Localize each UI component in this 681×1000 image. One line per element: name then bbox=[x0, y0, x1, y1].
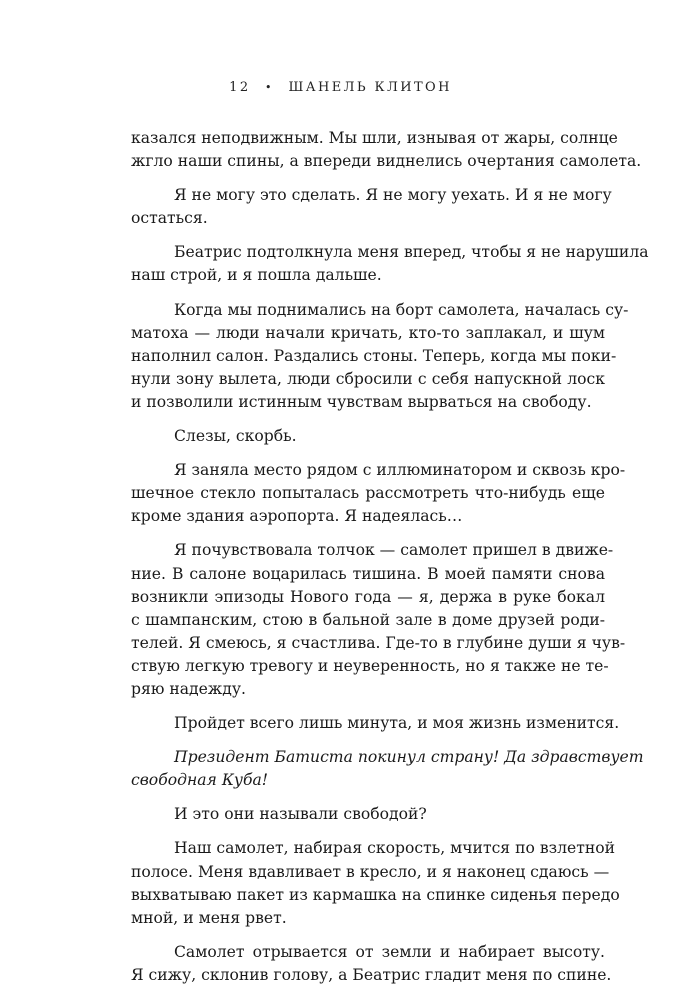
text-line: жгло наши спины, а впереди виднелись очертания самолета. bbox=[131, 152, 642, 171]
running-header bbox=[0, 80, 681, 95]
text-line: казался неподвижным. Мы шли, изнывая от жары, солнце bbox=[131, 129, 618, 147]
text-line: Я не могу это сделать. Я не могу уехать. И я не могу bbox=[174, 186, 612, 205]
text-line: И это они называли свободой? bbox=[174, 805, 427, 824]
text-line-italic: свободная Куба! bbox=[131, 771, 269, 790]
text-line: с шампанским, стою в бальной зале в доме друзей роди- bbox=[131, 610, 605, 629]
text-line: ряю надежду. bbox=[131, 679, 246, 698]
text-line: Я почувствовала толчок — самолет пришел в движе- bbox=[174, 541, 614, 560]
text-line: Наш самолет, набирая скорость, мчится по взлетной bbox=[174, 839, 616, 858]
text-line: полосе. Меня вдавливает в кресло, и я наконец сдаюсь — bbox=[131, 862, 610, 881]
text-line: наш строй, и я пошла дальше. bbox=[131, 266, 382, 285]
text-line: наполнил салон. Раздались стоны. Теперь, когда мы поки- bbox=[131, 346, 617, 365]
text-line: Пройдет всего лишь минута, и моя жизнь изменится. bbox=[174, 714, 620, 733]
text-line: выхватываю пакет из кармашка на спинке сиденья передо bbox=[131, 885, 620, 904]
body-text bbox=[131, 127, 649, 987]
text-line: Самолет отрывается от земли и набирает высоту. bbox=[174, 942, 605, 961]
author-name: ШАНЕЛЬ КЛИТОН bbox=[288, 80, 452, 95]
text-line: возникли эпизоды Нового года — я, держа в руке бокал bbox=[131, 587, 605, 606]
text-line: остаться. bbox=[131, 209, 208, 228]
text-line: Я сижу, склонив голову, а Беатрис гладит меня по спине. bbox=[131, 965, 612, 984]
header-separator: • bbox=[265, 81, 274, 94]
text-line: шечное стекло попыталась рассмотреть что-нибудь еще bbox=[131, 484, 605, 503]
text-line: Я заняла место рядом с иллюминатором и сквозь кро- bbox=[174, 461, 626, 480]
text-line: ствую легкую тревогу и неуверенность, но я также не те- bbox=[131, 656, 609, 675]
text-line: нули зону вылета, люди сбросили с себя напускной лоск bbox=[131, 369, 605, 388]
page-number: 12 bbox=[229, 80, 251, 95]
text-line: кроме здания аэропорта. Я надеялась… bbox=[131, 507, 463, 526]
text-line: Когда мы поднимались на борт самолета, началась су- bbox=[174, 300, 629, 319]
text-line: и позволили истинным чувствам вырваться на свободу. bbox=[131, 392, 592, 411]
text-line: Беатрис подтолкнула меня вперед, чтобы я не нарушила bbox=[174, 243, 649, 262]
text-line: мной, и меня рвет. bbox=[131, 908, 287, 927]
text-line: ние. В салоне воцарилась тишина. В моей памяти снова bbox=[131, 564, 605, 583]
text-line: телей. Я смеюсь, я счастлива. Где-то в глубине души я чув- bbox=[131, 633, 626, 652]
text-line: Слезы, скорбь. bbox=[174, 427, 297, 446]
text-line: матоха — люди начали кричать, кто-то заплакал, и шум bbox=[131, 323, 605, 342]
text-line-italic: Президент Батиста покинул страну! Да здравствует bbox=[174, 748, 644, 767]
